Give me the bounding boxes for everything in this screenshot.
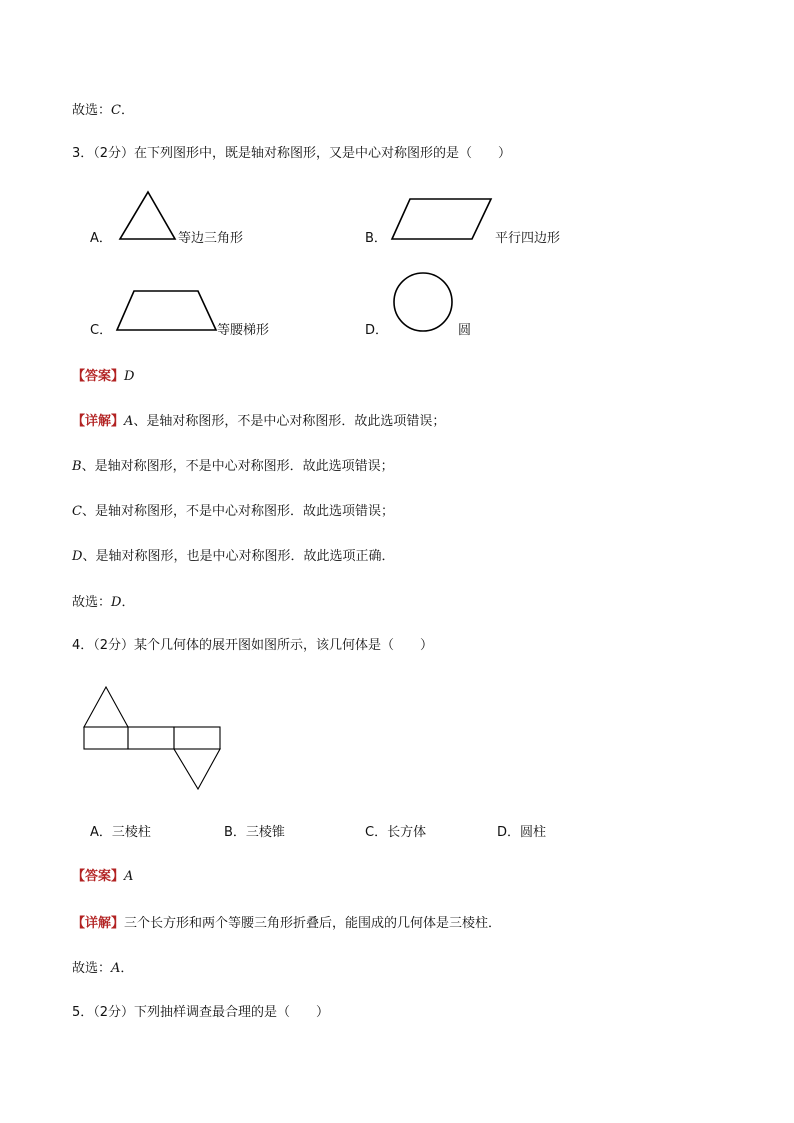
triangle-icon: [118, 190, 178, 242]
net-rect-1: [84, 727, 128, 749]
q5-stem: 5．（2分）下列抽样调查最合理的是（ ）: [72, 1005, 330, 1020]
circle-icon: [392, 271, 454, 333]
q3-option-d-letter: D．: [365, 323, 389, 338]
q3-detail-a: 【详解】A、是轴对称图形，不是中心对称图形．故此选项错误；: [72, 414, 446, 429]
q3-option-a-letter: A．: [90, 231, 112, 246]
parallelogram-icon: [390, 196, 494, 242]
q3-stem: 3．（2分）在下列图形中，既是轴对称图形，又是中心对称图形的是（ ）: [72, 146, 512, 161]
q3-option-c-letter: C．: [90, 323, 113, 338]
net-bottom-triangle: [174, 749, 220, 789]
q3-option-a-label: 等边三角形: [178, 231, 244, 246]
net-rect-2: [128, 727, 174, 749]
q4-answer: 【答案】A: [72, 869, 134, 884]
q4-option-a: A．三棱柱: [90, 825, 151, 840]
prism-net-figure: [82, 685, 224, 793]
q3-detail-c: C、是轴对称图形，不是中心对称图形．故此选项错误；: [72, 504, 394, 519]
q3-option-c-label: 等腰梯形: [217, 323, 270, 338]
q4-stem: 4．（2分）某个几何体的展开图如图所示，该几何体是（ ）: [72, 638, 434, 653]
q3-detail-b: B、是轴对称图形，不是中心对称图形．故此选项错误；: [72, 459, 394, 474]
net-top-triangle: [84, 687, 128, 727]
q3-option-b-letter: B．: [365, 231, 387, 246]
q2-choice: 故选：C．: [72, 103, 134, 118]
q3-answer: 【答案】D: [72, 369, 135, 384]
q3-option-d-label: 圆: [458, 323, 472, 338]
q3-detail-d: D、是轴对称图形，也是中心对称图形．故此选项正确．: [72, 549, 395, 564]
q4-detail: 【详解】三个长方形和两个等腰三角形折叠后，能围成的几何体是三棱柱．: [72, 916, 502, 931]
trapezoid-icon: [115, 288, 219, 334]
net-rect-3: [174, 727, 220, 749]
q4-option-c: C．长方体: [365, 825, 427, 840]
q3-option-b-label: 平行四边形: [495, 231, 561, 246]
q3-choice: 故选：D．: [72, 595, 135, 610]
q4-choice: 故选：A．: [72, 961, 134, 976]
q4-option-b: B．三棱锥: [224, 825, 285, 840]
q4-option-d: D．圆柱: [497, 825, 547, 840]
